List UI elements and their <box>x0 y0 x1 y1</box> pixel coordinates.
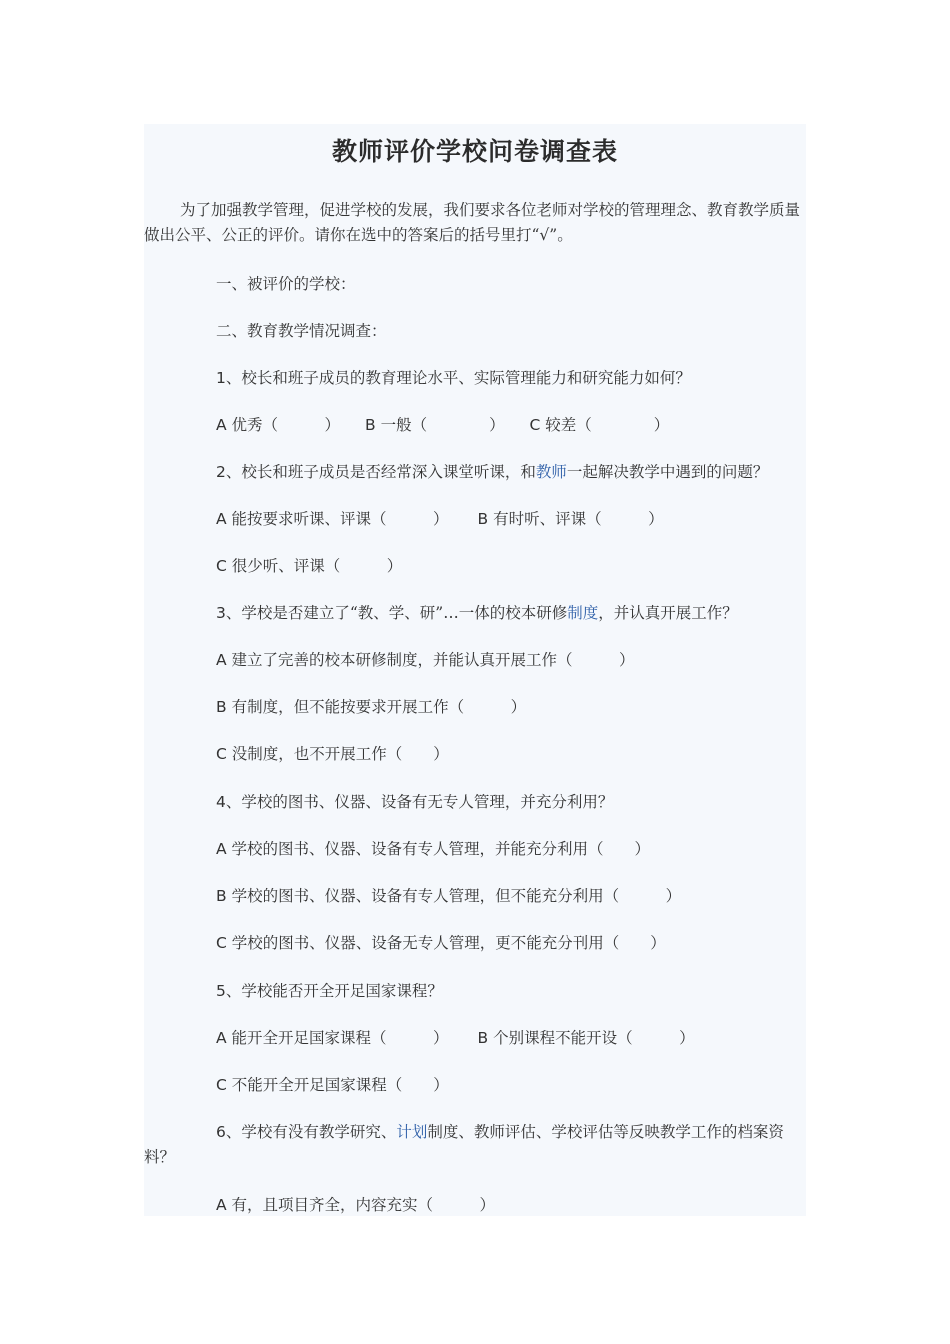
question-4: 4、学校的图书、仪器、设备有无专人管理，并充分利用？ <box>216 793 614 811</box>
question-1: 1、校长和班子成员的教育理论水平、实际管理能力和研究能力如何？ <box>216 369 691 387</box>
question-2-option-c[interactable]: C 很少听、评课（ ） <box>216 557 403 575</box>
question-3-option-b[interactable]: B 有制度，但不能按要求开展工作（ ） <box>216 698 527 716</box>
intro-paragraph: 为了加强教学管理，促进学校的发展，我们要求各位老师对学校的管理理念、教育教学质量做出公平、公正的评价。请你在选中的答案后的括号里打“√”。 <box>144 201 801 244</box>
section-1-heading: 一、被评价的学校： <box>216 275 356 293</box>
question-2: 2、校长和班子成员是否经常深入课堂听课，和教师一起解决教学中遇到的问题？ <box>216 463 769 481</box>
option-a[interactable]: A 优秀（ ） <box>216 416 341 434</box>
question-5-option-c[interactable]: C 不能开全开足国家课程（ ） <box>216 1076 449 1094</box>
question-4-option-a[interactable]: A 学校的图书、仪器、设备有专人管理，并能充分利用（ ） <box>216 840 651 858</box>
option-a[interactable]: A 能按要求听课、评课（ ） <box>216 510 449 528</box>
link-system[interactable]: 制度 <box>567 604 599 622</box>
option-b[interactable]: B 个别课程不能开设（ ） <box>477 1029 695 1047</box>
option-a[interactable]: A 能开全开足国家课程（ ） <box>216 1029 449 1047</box>
option-b[interactable]: B 有时听、评课（ ） <box>477 510 664 528</box>
question-3: 3、学校是否建立了“教、学、研”…一体的校本研修制度，并认真开展工作？ <box>216 604 738 622</box>
link-plan[interactable]: 计划 <box>396 1123 428 1141</box>
question-6: 6、学校有没有教学研究、计划制度、教师评估、学校评估等反映教学工作的档案资料？ <box>144 1123 784 1166</box>
link-teacher[interactable]: 教师 <box>535 463 567 481</box>
question-1-options <box>216 413 669 435</box>
option-c[interactable]: C 较差（ ） <box>529 416 670 434</box>
section-2-heading: 二、教育教学情况调查： <box>216 322 387 340</box>
question-3-option-a[interactable]: A 建立了完善的校本研修制度，并能认真开展工作（ ） <box>216 651 635 669</box>
question-4-option-c[interactable]: C 学校的图书、仪器、设备无专人管理，更不能充分刊用（ ） <box>216 934 666 952</box>
question-4-option-b[interactable]: B 学校的图书、仪器、设备有专人管理，但不能充分利用（ ） <box>216 887 682 905</box>
question-2-options-ab <box>216 507 664 529</box>
option-b[interactable]: B 一般（ ） <box>365 416 505 434</box>
question-3-option-c[interactable]: C 没制度，也不开展工作（ ） <box>216 745 449 763</box>
page-title: 教师评价学校问卷调查表 <box>331 137 618 166</box>
question-5-options-ab <box>216 1026 695 1048</box>
question-5: 5、学校能否开全开足国家课程？ <box>216 982 443 1000</box>
question-6-option-a[interactable]: A 有，且项目齐全，内容充实（ ） <box>216 1196 496 1214</box>
